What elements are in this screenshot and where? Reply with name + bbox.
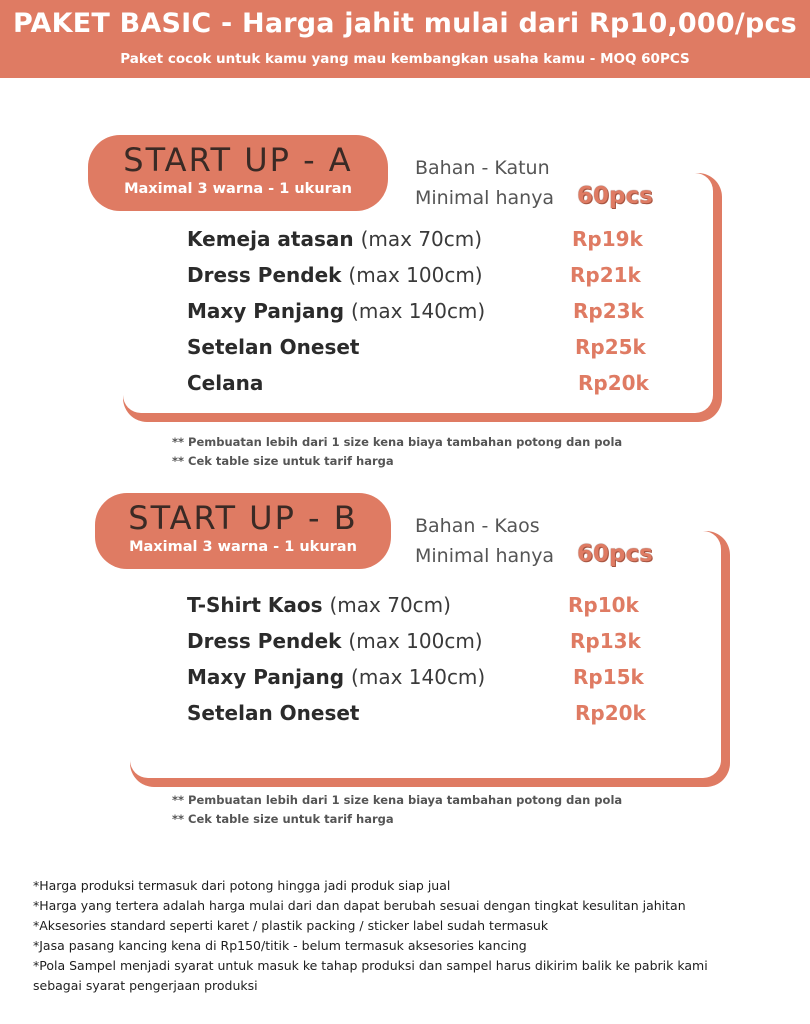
- package-color-size-limit: Maximal 3 warna - 1 ukuran: [124, 181, 352, 197]
- package-material: Bahan - Katun: [415, 157, 550, 179]
- note-line: *Jasa pasang kancing kena di Rp150/titik - belum termasuk aksesories kancing: [33, 938, 527, 953]
- price-list-item: [187, 227, 687, 261]
- item-note: (max 140cm): [351, 299, 486, 323]
- note-line: *Harga yang tertera adalah harga mulai dari dan dapat berubah sesuai dengan tingkat kesulitan jahitan: [33, 898, 686, 913]
- package-color-size-limit: Maximal 3 warna - 1 ukuran: [129, 539, 357, 555]
- note-line: *Aksesories standard seperti karet / plastik packing / sticker label sudah termasuk: [33, 918, 549, 933]
- item-name: Kemeja atasan: [187, 227, 354, 251]
- item-price: Rp21k: [570, 263, 641, 287]
- item-name: Dress Pendek: [187, 629, 342, 653]
- footnote: ** Pembuatan lebih dari 1 size kena biaya tambahan potong dan pola: [172, 793, 623, 807]
- item-name: T-Shirt Kaos: [187, 593, 323, 617]
- package-title: START UP - B: [128, 499, 358, 537]
- item-price: Rp10k: [568, 593, 639, 617]
- item-note: (max 140cm): [351, 665, 486, 689]
- item-name: Setelan Oneset: [187, 335, 360, 359]
- footnote: ** Pembuatan lebih dari 1 size kena biaya tambahan potong dan pola: [172, 435, 623, 449]
- item-price: Rp20k: [578, 371, 649, 395]
- item-note: (max 70cm): [360, 227, 483, 251]
- package-footnotes: [172, 433, 622, 471]
- item-price: Rp13k: [570, 629, 641, 653]
- package-footnotes: [172, 791, 622, 829]
- price-list-item: [187, 701, 687, 735]
- note-line: sebagai syarat pengerjaan produksi: [33, 978, 258, 993]
- item-name: Setelan Oneset: [187, 701, 360, 725]
- package-start-up-a: [0, 135, 810, 475]
- item-price: Rp19k: [572, 227, 643, 251]
- item-note: (max 100cm): [348, 263, 483, 287]
- item-name: Maxy Panjang: [187, 299, 345, 323]
- item-price: Rp23k: [573, 299, 644, 323]
- item-note: (max 100cm): [348, 629, 483, 653]
- price-list-item: [187, 665, 687, 699]
- price-list-item: [187, 629, 687, 663]
- package-title: START UP - A: [123, 141, 353, 179]
- package-title-pill: [95, 493, 391, 569]
- package-material: Bahan - Kaos: [415, 515, 540, 537]
- item-note: (max 70cm): [329, 593, 451, 617]
- item-name: Maxy Panjang: [187, 665, 345, 689]
- price-list-item: [187, 263, 687, 297]
- item-price: Rp20k: [575, 701, 646, 725]
- price-list-item: [187, 371, 687, 405]
- note-line: *Harga produksi termasuk dari potong hingga jadi produk siap jual: [33, 878, 451, 893]
- item-price: Rp15k: [573, 665, 644, 689]
- price-list-item: [187, 593, 687, 627]
- item-name: Celana: [187, 371, 264, 395]
- header-banner: [0, 0, 810, 78]
- page-title: PAKET BASIC - Harga jahit mulai dari Rp10,000/pcs: [13, 8, 797, 39]
- package-minimum-label: Minimal hanya: [415, 187, 555, 209]
- package-start-up-b: [0, 493, 810, 833]
- package-title-pill: [88, 135, 388, 211]
- footnote: ** Cek table size untuk tarif harga: [172, 812, 394, 826]
- general-notes: [33, 876, 793, 996]
- item-name: Dress Pendek: [187, 263, 342, 287]
- price-list-item: [187, 299, 687, 333]
- package-minimum-qty: 60pcs: [577, 183, 653, 209]
- footnote: ** Cek table size untuk tarif harga: [172, 454, 394, 468]
- price-list-item: [187, 335, 687, 369]
- note-line: *Pola Sampel menjadi syarat untuk masuk ke tahap produksi dan sampel harus dikirim balik ke pabrik kami: [33, 958, 708, 973]
- page-subtitle: Paket cocok untuk kamu yang mau kembangkan usaha kamu - MOQ 60PCS: [120, 51, 690, 67]
- package-minimum-label: Minimal hanya: [415, 545, 555, 567]
- item-price: Rp25k: [575, 335, 646, 359]
- package-minimum-qty: 60pcs: [577, 541, 653, 567]
